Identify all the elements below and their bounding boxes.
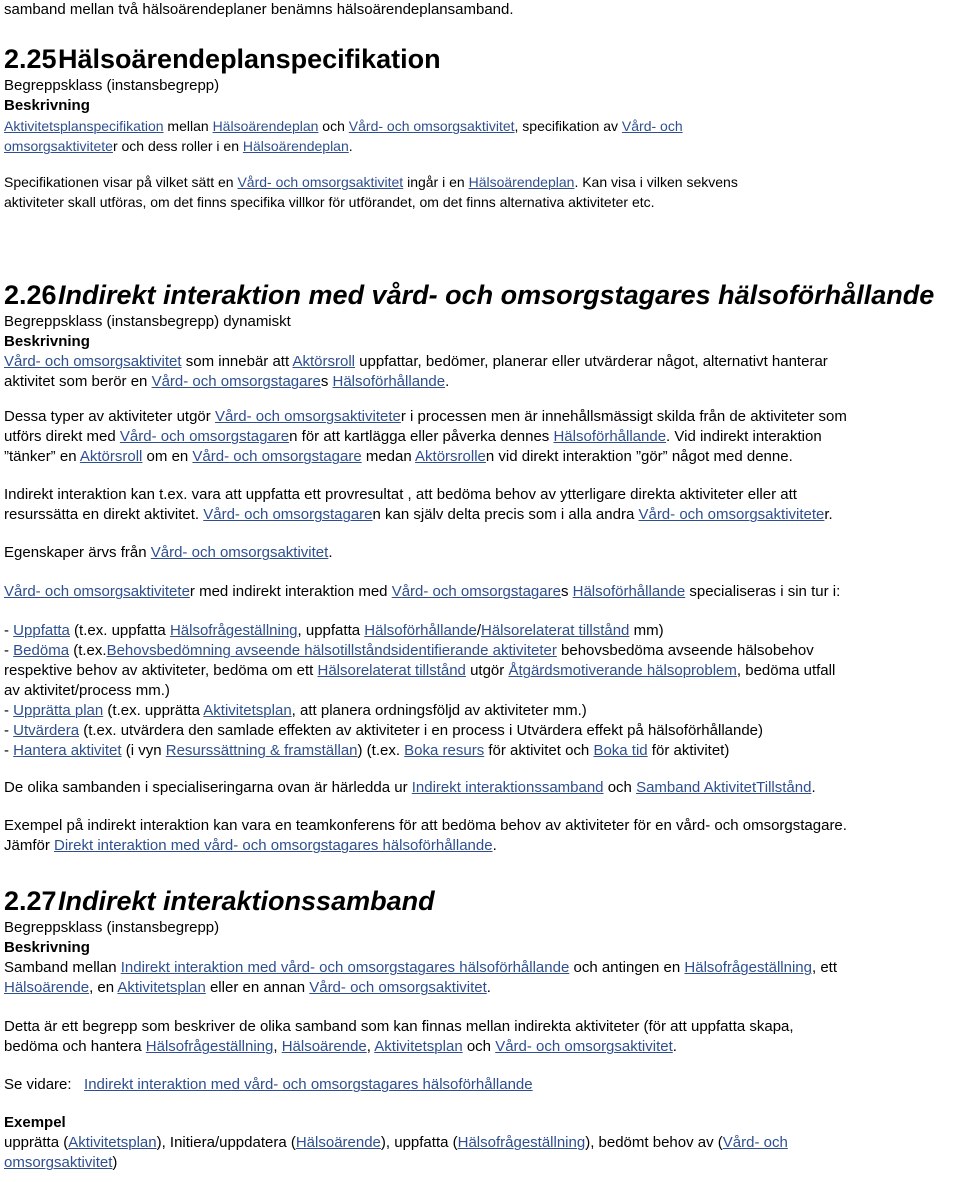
link-uppfatta[interactable]: Uppfatta <box>13 622 70 639</box>
link-indirekt-interaktion[interactable]: Indirekt interaktion med vård- och omsorgstagares hälsoförhållande <box>120 959 570 976</box>
link-halsoarendeplan[interactable]: Hälsoärendeplan <box>242 138 349 154</box>
intro-paragraph <box>4 0 960 20</box>
link-vard-och-omsorgsaktivitet[interactable]: Vård- och omsorgsaktivitet <box>4 353 182 370</box>
example-paragraph: upprätta (Aktivitetsplan), Initiera/uppdatera (Hälsoärende), uppfatta (Hälsofrågeställning), bedömt behov av (Vård- och omsorgsaktivitet) <box>4 1134 788 1171</box>
link-aktivitetsplan[interactable]: Aktivitetsplan <box>203 702 292 719</box>
description-label: Beskrivning <box>4 939 90 956</box>
link-uppratta-plan[interactable]: Upprätta plan <box>13 702 104 719</box>
link-halsofragestallning[interactable]: Hälsofrågeställning <box>457 1134 586 1151</box>
link-aktivitetsplanspecifikation[interactable]: Aktivitetsplanspecifikation <box>4 118 164 134</box>
section-heading <box>4 278 960 312</box>
link-halsofragestallning[interactable]: Hälsofrågeställning <box>684 959 812 976</box>
specialization-list <box>4 621 960 761</box>
link-halsoforhallande[interactable]: Hälsoförhållande <box>364 622 477 639</box>
list-item: - Upprätta plan (t.ex. upprätta Aktivitetsplan, att planera ordningsföljd av aktiviteter mm.) <box>4 702 587 719</box>
body-paragraph: Specifikationen visar på vilket sätt en Vård- och omsorgsaktivitet ingår i en Hälsoärendeplan. Kan visa i vilken sekvens aktiviteter skall utföras, om det finns specifika villkor för utförandet, om det finns alternativa aktiviteter etc. <box>4 174 738 210</box>
link-behovsbedomning[interactable]: Behovsbedömning avseende hälsotillståndsidentifierande aktiviteter <box>106 642 557 659</box>
link-aktivitetsplan[interactable]: Aktivitetsplan <box>117 979 206 996</box>
link-vard-och-omsorgsaktivitet[interactable]: Vård- och omsorgsaktivitet <box>309 979 487 996</box>
intro-text: samband mellan två hälsoärendeplaner benämns hälsoärendeplansamband. <box>4 1 514 18</box>
link-halsofragestallning[interactable]: Hälsofrågeställning <box>169 622 298 639</box>
body-paragraph: Indirekt interaktion kan t.ex. vara att uppfatta ett provresultat , att bedöma behov av ytterligare direkta aktiviteter eller att resurssätta en direkt aktivitet. Vård- och omsorgstagaren kan själv delta precis som i alla andra Vård- och omsorgsaktiviteter. <box>4 486 833 523</box>
section-heading <box>4 42 960 76</box>
link-halsoarende[interactable]: Hälsoärende <box>281 1038 367 1055</box>
link-indirekt-interaktionssamband[interactable]: Indirekt interaktionssamband <box>411 779 604 796</box>
link-halsoarende[interactable]: Hälsoärende <box>295 1134 381 1151</box>
concept-class: Begreppsklass (instansbegrepp) <box>4 919 220 936</box>
section-title: Hälsoärendeplanspecifikation <box>58 44 441 74</box>
link-boka-tid[interactable]: Boka tid <box>593 742 648 759</box>
link-halsoforhallande[interactable]: Hälsoförhållande <box>332 373 446 390</box>
list-item: - Hantera aktivitet (i vyn Resurssättning & framställan) (t.ex. Boka resurs för aktivitet och Boka tid för aktivitet) <box>4 742 730 759</box>
description-label: Beskrivning <box>4 333 90 350</box>
link-samband-aktivitettillstand[interactable]: Samband AktivitetTillstånd <box>636 779 812 796</box>
link-vard-och-omsorgstagare[interactable]: Vård- och omsorgstagare <box>151 373 321 390</box>
link-halsorelaterat-tillstand[interactable]: Hälsorelaterat tillstånd <box>317 662 466 679</box>
link-hantera-aktivitet[interactable]: Hantera aktivitet <box>13 742 122 759</box>
link-vard-och-omsorgsaktivitet[interactable]: omsorgsaktivitet <box>4 1154 113 1171</box>
link-vard-och-omsorgstagare[interactable]: Vård- och omsorgstagare <box>192 448 362 465</box>
link-vard-och-omsorgstagare[interactable]: Vård- och omsorgstagare <box>119 428 290 445</box>
section-2-25 <box>4 42 960 212</box>
body-paragraph: De olika sambanden i specialiseringarna ovan är härledda ur Indirekt interaktionssamband och Samband AktivitetTillstånd. <box>4 779 816 796</box>
link-halsoforhallande[interactable]: Hälsoförhållande <box>572 583 686 600</box>
link-vard-och-omsorgsaktivitet[interactable]: omsorgsaktivitete <box>4 138 113 154</box>
section-2-26 <box>4 278 960 856</box>
link-aktivitetsplan[interactable]: Aktivitetsplan <box>68 1134 157 1151</box>
body-paragraph: Vård- och omsorgsaktiviteter med indirekt interaktion med Vård- och omsorgstagares Hälsoförhållande specialiseras i sin tur i: <box>4 583 841 600</box>
link-vard-och-omsorgsaktivitet[interactable]: Vård- och <box>722 1134 788 1151</box>
link-halsoarendeplan[interactable]: Hälsoärendeplan <box>468 174 575 190</box>
link-vard-och-omsorgsaktivitet[interactable]: Vård- och <box>621 118 683 134</box>
link-vard-och-omsorgsaktivitet[interactable]: Vård- och omsorgsaktivitet <box>495 1038 673 1055</box>
concept-class: Begreppsklass (instansbegrepp) dynamiskt <box>4 313 291 330</box>
link-halsofragestallning[interactable]: Hälsofrågeställning <box>145 1038 274 1055</box>
link-direkt-interaktion[interactable]: Direkt interaktion med vård- och omsorgstagares hälsoförhållande <box>54 837 493 854</box>
body-paragraph: Egenskaper ärvs från Vård- och omsorgsaktivitet. <box>4 544 333 561</box>
section-number: 2.25 <box>4 44 57 74</box>
section-title: Indirekt interaktionssamband <box>58 886 435 916</box>
link-aktorsroll[interactable]: Aktörsroll <box>292 353 355 370</box>
link-aktivitetsplan[interactable]: Aktivitetsplan <box>374 1038 463 1055</box>
link-aktorsroll[interactable]: Aktörsroll <box>79 448 143 465</box>
section-heading <box>4 884 960 918</box>
section-2-27 <box>4 884 960 1173</box>
body-paragraph: Dessa typer av aktiviteter utgör Vård- och omsorgsaktiviteter i processen men är innehållsmässigt skilda från de aktiviteter som utförs direkt med Vård- och omsorgstagaren för att kartlägga eller påverka dennes Hälsoförhållande. Vid indirekt interaktion ”tänker” en Aktörsroll om en Vård- och omsorgstagare medan Aktörsrollen vid direkt interaktion ”gör” något med denne. <box>4 408 847 465</box>
description-paragraph: Vård- och omsorgsaktivitet som innebär att Aktörsroll uppfattar, bedömer, planerar eller utvärderar något, alternativt hanterar aktivitet som berör en Vård- och omsorgstagares Hälsoförhållande. <box>4 353 828 390</box>
link-vard-och-omsorgsaktivitet[interactable]: Vård- och omsorgsaktivitete <box>214 408 401 425</box>
link-halsorelaterat-tillstand[interactable]: Hälsorelaterat tillstånd <box>481 622 630 639</box>
link-bedoma[interactable]: Bedöma <box>13 642 70 659</box>
link-vard-och-omsorgstagare[interactable]: Vård- och omsorgstagare <box>203 506 373 523</box>
list-item: - Bedöma (t.ex.Behovsbedömning avseende hälsotillståndsidentifierande aktiviteter behovsbedöma avseende hälsobehov respektive behov av aktiviteter, bedöma om ett Hälsorelaterat tillstånd utgör Åtgärdsmotiverande hälsoproblem, bedöma utfall av aktivitet/process mm.) <box>4 642 836 699</box>
body-paragraph: Exempel på indirekt interaktion kan vara en teamkonferens för att bedöma behov av aktiviteter för en vård- och omsorgstagare. Jämför Direkt interaktion med vård- och omsorgstagares hälsoförhållande. <box>4 817 847 854</box>
link-resurssattning-framstallan[interactable]: Resurssättning & framställan <box>165 742 358 759</box>
link-indirekt-interaktion[interactable]: Indirekt interaktion med vård- och omsorgstagares hälsoförhållande <box>84 1076 533 1093</box>
link-halsoarendeplan[interactable]: Hälsoärendeplan <box>212 118 319 134</box>
section-title: Indirekt interaktion med vård- och omsorgstagares hälsoförhållande <box>58 280 935 310</box>
description-paragraph: Aktivitetsplanspecifikation mellan Hälsoärendeplan och Vård- och omsorgsaktivitet, specifikation av Vård- och omsorgsaktiviteter och dess roller i en Hälsoärendeplan. <box>4 118 683 154</box>
list-item: - Utvärdera (t.ex. utvärdera den samlade effekten av aktiviteter i en process i Utvärdera effekt på hälsoförhållande) <box>4 722 764 739</box>
link-halsoarende[interactable]: Hälsoärende <box>4 979 90 996</box>
link-utvardera[interactable]: Utvärdera <box>13 722 80 739</box>
list-item: - Uppfatta (t.ex. uppfatta Hälsofrågeställning, uppfatta Hälsoförhållande/Hälsorelaterat tillstånd mm) <box>4 622 664 639</box>
section-number: 2.27 <box>4 886 57 916</box>
link-vard-och-omsorgsaktivitet[interactable]: Vård- och omsorgsaktivitete <box>638 506 825 523</box>
link-vard-och-omsorgstagare[interactable]: Vård- och omsorgstagare <box>391 583 561 600</box>
see-also-paragraph: Se vidare: Indirekt interaktion med vård- och omsorgstagares hälsoförhållande <box>4 1076 533 1093</box>
section-number: 2.26 <box>4 280 57 310</box>
link-atgardsmotiverande-halsoproblem[interactable]: Åtgärdsmotiverande hälsoproblem <box>508 662 737 679</box>
link-boka-resurs[interactable]: Boka resurs <box>404 742 485 759</box>
link-vard-och-omsorgsaktivitet[interactable]: Vård- och omsorgsaktivitet <box>237 174 404 190</box>
link-vard-och-omsorgsaktivitet[interactable]: Vård- och omsorgsaktivitet <box>348 118 515 134</box>
description-label: Beskrivning <box>4 97 90 114</box>
link-halsoforhallande[interactable]: Hälsoförhållande <box>553 428 667 445</box>
description-paragraph: Samband mellan Indirekt interaktion med vård- och omsorgstagares hälsoförhållande och antingen en Hälsofrågeställning, ett Hälsoärende, en Aktivitetsplan eller en annan Vård- och omsorgsaktivitet. <box>4 959 837 996</box>
link-vard-och-omsorgsaktivitet[interactable]: Vård- och omsorgsaktivitete <box>4 583 190 600</box>
concept-class: Begreppsklass (instansbegrepp) <box>4 77 220 94</box>
link-vard-och-omsorgsaktivitet[interactable]: Vård- och omsorgsaktivitet <box>150 544 329 561</box>
link-aktorsroll[interactable]: Aktörsrolle <box>415 448 486 465</box>
body-paragraph: Detta är ett begrepp som beskriver de olika samband som kan finnas mellan indirekta aktiviteter (för att uppfatta skapa, bedöma och hantera Hälsofrågeställning, Hälsoärende, Aktivitetsplan och Vård- och omsorgsaktivitet. <box>4 1018 794 1055</box>
example-label: Exempel <box>4 1114 66 1131</box>
